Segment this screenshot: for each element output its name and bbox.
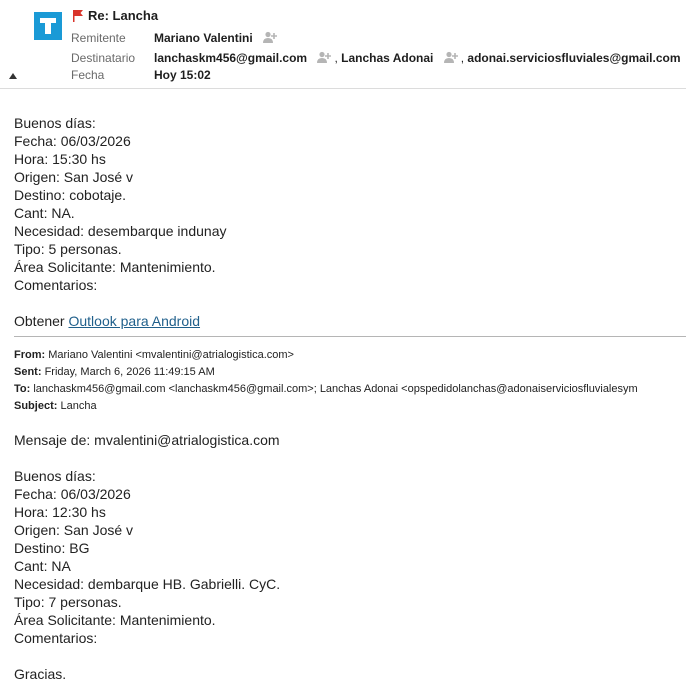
body-line: Buenos días: — [14, 468, 96, 484]
body-line: Origen: San José v — [14, 522, 134, 538]
body-line: Fecha: 06/03/2026 — [14, 133, 131, 149]
date-label: Fecha — [71, 68, 105, 82]
body-line: Necesidad: dembarque HB. Gabrielli. CyC. — [14, 576, 281, 592]
forwarded-intro: Mensaje de: mvalentini@atrialogistica.com — [14, 432, 280, 448]
message-header — [0, 0, 686, 88]
body-line: Hora: 15:30 hs — [14, 151, 106, 167]
forwarded-from — [14, 347, 638, 364]
signature — [14, 312, 200, 330]
forwarded-to-value: lanchaskm456@gmail.com <lanchaskm456@gmail.com>; Lanchas Adonai <opspedidolanchas@adonaiserviciosfluvialesym — [33, 383, 638, 395]
body-line: Destino: cobotaje. — [14, 187, 127, 203]
collapse-header-icon[interactable] — [9, 73, 17, 79]
body-line: Cant: NA. — [14, 205, 75, 221]
forwarded-subject-label: Subject: — [14, 400, 58, 412]
forwarded-from-label: From: — [14, 349, 46, 361]
forwarded-sent — [14, 364, 638, 381]
recipient-3[interactable]: adonai.serviciosfluviales@gmail.com — [467, 51, 681, 65]
to-field — [154, 51, 686, 65]
forwarded-subject-value: Lancha — [60, 400, 97, 412]
recipient-1[interactable]: lanchaskm456@gmail.com — [154, 51, 308, 65]
body-line: Comentarios: — [14, 630, 98, 646]
body-line: Área Solicitante: Mantenimiento. — [14, 612, 216, 628]
add-contact-icon[interactable] — [443, 51, 459, 63]
body-line: Fecha: 06/03/2026 — [14, 486, 131, 502]
body-line: Área Solicitante: Mantenimiento. — [14, 259, 216, 275]
quote-separator — [14, 336, 686, 337]
recipient-2[interactable]: Lanchas Adonai — [341, 51, 434, 65]
recipient-separator: , — [460, 51, 468, 65]
body-line: Hora: 12:30 hs — [14, 504, 106, 520]
sender-name[interactable]: Mariano Valentini — [154, 31, 253, 45]
forwarded-from-value: Mariano Valentini <mvalentini@atrialogistica.com> — [48, 349, 294, 361]
body-line: Origen: San José v — [14, 169, 134, 185]
to-label: Destinatario — [71, 51, 136, 65]
from-label: Remitente — [71, 31, 126, 45]
closing: Gracias. — [14, 666, 67, 682]
forwarded-to — [14, 381, 638, 398]
forwarded-sent-label: Sent: — [14, 366, 42, 378]
recipient-separator: , — [334, 51, 342, 65]
flag-icon[interactable] — [72, 9, 84, 22]
date-value: Hoy 15:02 — [154, 68, 211, 82]
body-line: Comentarios: — [14, 277, 98, 293]
add-contact-icon[interactable] — [316, 51, 332, 63]
forwarded-body — [14, 467, 280, 647]
body-line: Tipo: 7 personas. — [14, 594, 122, 610]
body-line: Cant: NA — [14, 558, 71, 574]
body-line: Tipo: 5 personas. — [14, 241, 122, 257]
forwarded-subject — [14, 398, 638, 415]
header-divider — [0, 88, 686, 89]
body-line: Destino: BG — [14, 540, 90, 556]
signature-prefix: Obtener — [14, 313, 65, 329]
forwarded-sent-value: Friday, March 6, 2026 11:49:15 AM — [44, 366, 215, 378]
add-contact-icon[interactable] — [262, 31, 278, 43]
body-line: Necesidad: desembarque indunay — [14, 223, 227, 239]
message-subject: Re: Lancha — [88, 8, 159, 23]
outlook-android-link[interactable]: Outlook para Android — [68, 313, 201, 329]
avatar-icon — [34, 12, 62, 40]
date-field — [154, 68, 211, 82]
reply-body — [14, 114, 226, 294]
from-field — [154, 31, 280, 45]
forwarded-header — [14, 347, 638, 415]
forwarded-to-label: To: — [14, 383, 31, 395]
body-line: Buenos días: — [14, 115, 96, 131]
